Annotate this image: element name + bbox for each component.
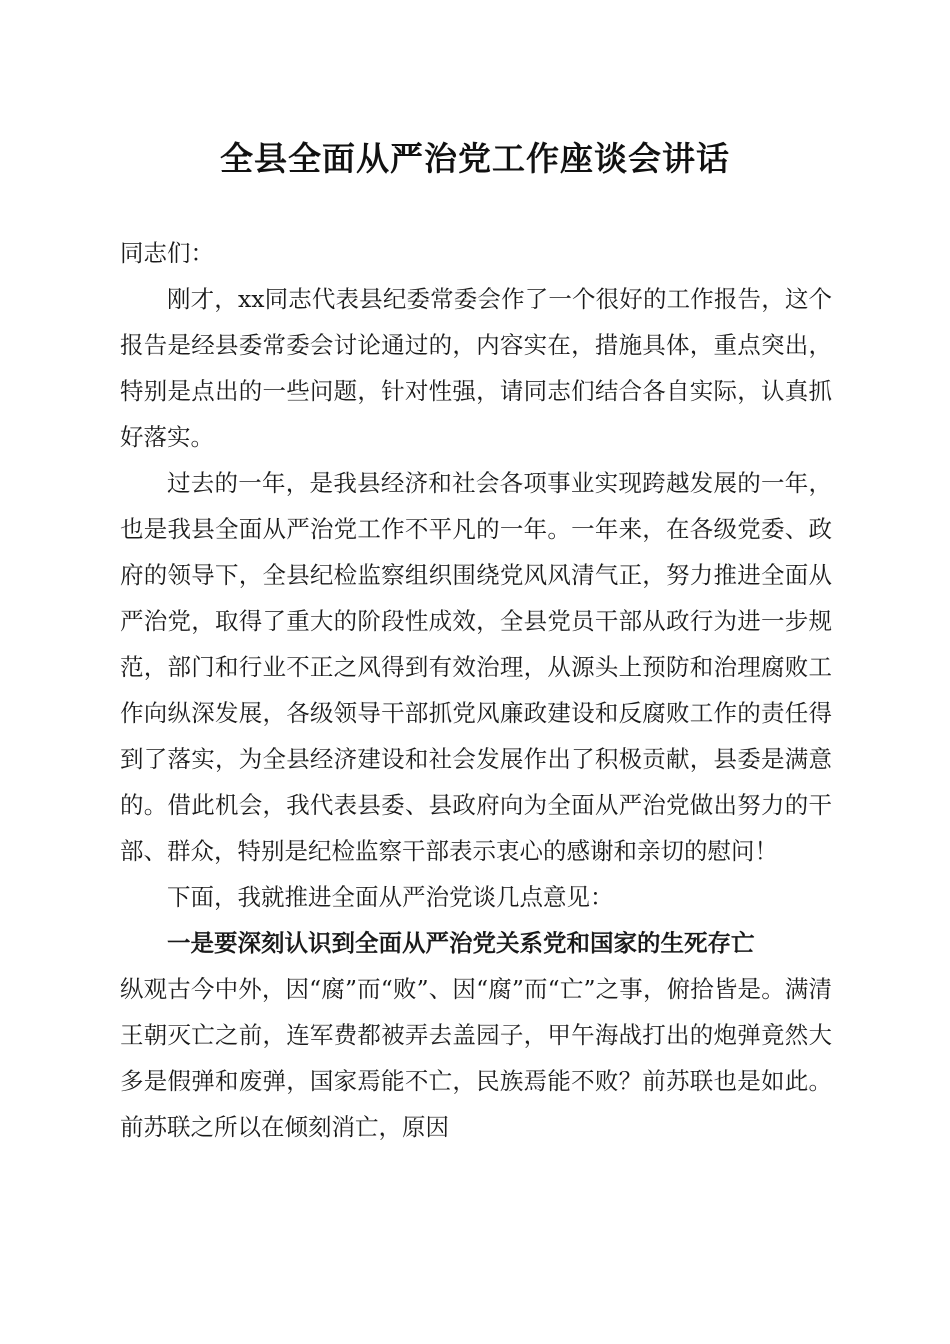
paragraph: 纵观古今中外，因“腐”而“败”、因“腐”而“亡”之事，俯拾皆是。满清王朝灭亡之前，连军费都被弄去盖园子，甲午海战打出的炮弹竟然大多是假弹和废弹，国家焉能不亡，民族焉能不败？前苏联也是如此。前苏联之所以在倾刻消亡，原因 (120, 975, 832, 1141)
paragraph: 下面，我就推进全面从严治党谈几点意见： (167, 883, 614, 911)
paragraph: 过去的一年，是我县经济和社会各项事业实现跨越发展的一年，也是我县全面从严治党工作不平凡的一年。一年来，在各级党委、政府的领导下，全县纪检监察组织围绕党风风清气正，努力推进全面从严治党，取得了重大的阶段性成效，全县党员干部从政行为进一步规范，部门和行业不正之风得到有效治理，从源头上预防和治理腐败工作向纵深发展，各级领导干部抓党风廉政建设和反腐败工作的责任得到了落实，为全县经济建设和社会发展作出了积极贡献，县委是满意的。借此机会，我代表县委、县政府向为全面从严治党做出努力的干部、群众，特别是纪检监察干部表示衷心的感谢和亲切的慰问！ (120, 469, 832, 865)
document-body (120, 230, 832, 1150)
paragraph: 刚才，xx同志代表县纪委常委会作了一个很好的工作报告，这个报告是经县委常委会讨论通过的，内容实在，措施具体，重点突出，特别是点出的一些问题，针对性强，请同志们结合各自实际，认真抓好落实。 (120, 285, 832, 451)
section-heading: 一是要深刻认识到全面从严治党关系党和国家的生死存亡 (167, 929, 755, 957)
salutation: 同志们： (120, 239, 214, 267)
document-title: 全县全面从严治党工作座谈会讲话 (220, 139, 730, 178)
